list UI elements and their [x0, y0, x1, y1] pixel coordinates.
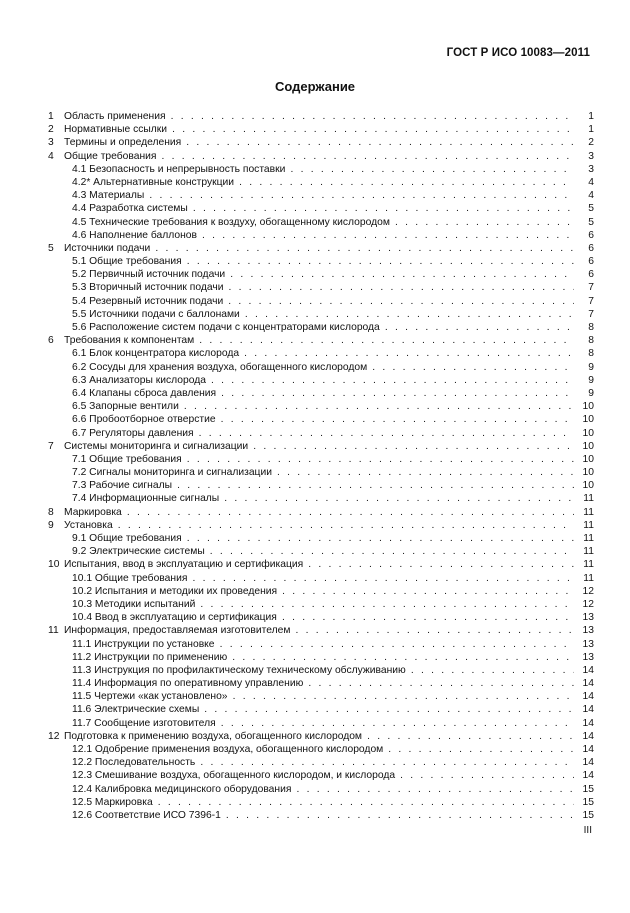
toc-entry-title [64, 703, 574, 716]
toc-entry[interactable] [48, 532, 594, 545]
toc-entry-label: 12.2 Последовательность [72, 757, 196, 769]
toc-entry-page: 2 [588, 137, 594, 149]
toc-entry-page: 13 [582, 612, 594, 624]
toc-entry-label: 4.2* Альтернативные конструкции [72, 176, 235, 188]
toc-entry[interactable] [48, 453, 594, 466]
toc-entry-page: 12 [582, 585, 594, 597]
toc-entry-label: 4.4 Разработка системы [72, 203, 188, 215]
toc-entry-label: Источники подачи [64, 242, 151, 254]
toc-entry-title [64, 809, 574, 822]
toc-entry-title [64, 374, 574, 387]
toc-entry-title [64, 242, 574, 255]
toc-entry-page: 6 [588, 269, 594, 281]
toc-entry[interactable] [48, 558, 594, 571]
toc-entry-title [64, 453, 574, 466]
toc-entry-title [64, 466, 574, 479]
toc-entry-number: 9 [48, 519, 54, 531]
toc-entry[interactable] [48, 519, 594, 532]
toc-entry-number: 2 [48, 124, 54, 136]
toc-entry-title [64, 545, 574, 558]
toc-entry[interactable] [48, 783, 594, 796]
toc-entry-number: 1 [48, 111, 54, 122]
toc-entry-label: Маркировка [64, 506, 122, 518]
toc-entry[interactable] [48, 611, 594, 624]
toc-entry-title [64, 216, 574, 229]
toc-entry-label: 5.4 Резервный источник подачи [72, 295, 224, 307]
toc-entry-title [64, 519, 574, 532]
toc-entry-title [64, 334, 574, 347]
toc-entry-page: 11 [583, 506, 594, 518]
toc-entry-label: 9.1 Общие требования [72, 533, 182, 544]
toc-entry-label: 7.2 Сигналы мониторинга и сигнализации [72, 467, 272, 479]
toc-entry-page: 13 [582, 625, 594, 637]
toc-entry-page: 10 [582, 480, 594, 492]
toc-entry-page: 14 [582, 704, 594, 716]
toc-entry-page: 15 [582, 783, 594, 795]
toc-entry-number: 3 [48, 137, 54, 149]
toc-entry-title [64, 427, 574, 440]
toc-entry-page: 9 [588, 361, 594, 373]
toc-entry-title [64, 321, 574, 334]
toc-entry-page: 10 [582, 401, 594, 413]
toc-entry-title [64, 624, 574, 637]
toc-entry-label: 12.3 Смешивание воздуха, обогащенного кислородом, и кислорода [72, 770, 396, 782]
toc-entry[interactable] [48, 479, 594, 492]
toc-entry-label: Общие требования [64, 150, 157, 162]
toc-entry-page: 9 [588, 387, 594, 399]
toc-entry[interactable] [48, 769, 594, 782]
toc-entry-label: Системы мониторинга и сигнализации [64, 440, 249, 452]
toc-entry[interactable] [48, 255, 594, 268]
toc-entry-label: 4.1 Безопасность и непрерывность поставки [72, 163, 286, 175]
toc-entry[interactable] [48, 717, 594, 730]
toc-entry-page: 4 [588, 190, 594, 202]
toc-entry[interactable] [48, 242, 594, 255]
toc-entry-label: 10.4 Ввод в эксплуатацию и сертификация [72, 612, 277, 624]
toc-entry-number: 6 [48, 335, 54, 347]
toc-entry[interactable] [48, 440, 594, 453]
toc-entry-page: 14 [582, 717, 594, 729]
toc-entry-label: Термины и определения [64, 137, 182, 149]
toc-entry-title [64, 743, 574, 756]
toc-entry-label: 10.1 Общие требования [72, 572, 188, 584]
toc-entry[interactable] [48, 321, 594, 334]
toc-entry-number: 4 [48, 150, 54, 162]
toc-entry-page: 7 [588, 282, 594, 294]
toc-entry-title [64, 532, 574, 545]
toc-entry[interactable] [48, 796, 594, 809]
toc-entry-label: Информация, предоставляемая изготовителем [64, 625, 291, 637]
toc-entry-title [64, 611, 574, 624]
toc-entry-page: 7 [588, 308, 594, 320]
toc-entry-title [64, 255, 574, 268]
toc-entry-page: 11 [583, 572, 594, 584]
page-folio: III [583, 825, 592, 836]
toc-entry-label: 6.5 Запорные вентили [72, 401, 179, 413]
toc-entry-title [64, 677, 574, 690]
toc-entry-title [64, 202, 574, 215]
toc-entry-title [64, 783, 574, 796]
toc-entry-title [64, 136, 574, 149]
toc-entry-page: 10 [582, 467, 594, 479]
toc-entry-label: Испытания, ввод в эксплуатацию и сертификация [64, 559, 304, 571]
toc-entry-title [64, 295, 574, 308]
toc-entry[interactable] [48, 216, 594, 229]
toc-entry[interactable] [48, 492, 594, 505]
toc-entry[interactable] [48, 664, 594, 677]
table-of-contents [48, 110, 594, 822]
toc-entry-title [64, 769, 574, 782]
toc-entry-label: 5.5 Источники подачи с баллонами [72, 308, 240, 320]
toc-entry[interactable] [48, 677, 594, 690]
toc-entry-page: 4 [588, 176, 594, 188]
toc-entry-title [64, 268, 574, 281]
toc-entry-page: 6 [588, 229, 594, 241]
toc-entry-label: Подготовка к применению воздуха, обогащенного кислородом [64, 730, 363, 742]
toc-entry[interactable] [48, 387, 594, 400]
toc-entry-page: 11 [583, 546, 594, 558]
toc-entry-page: 15 [582, 796, 594, 808]
toc-entry[interactable] [48, 308, 594, 321]
toc-entry[interactable] [48, 347, 594, 360]
toc-entry-page: 14 [582, 730, 594, 742]
toc-entry-label: 6.6 Пробоотборное отверстие [72, 414, 216, 426]
toc-entry-page: 14 [582, 691, 594, 703]
toc-entry-page: 6 [588, 242, 594, 254]
toc-entry[interactable] [48, 136, 594, 149]
toc-entry-page: 9 [588, 374, 594, 386]
toc-entry-label: Нормативные ссылки [64, 124, 168, 136]
toc-entry-label: 10.3 Методики испытаний [72, 598, 196, 610]
toc-entry[interactable] [48, 189, 594, 202]
toc-entry-label: 7.4 Информационные сигналы [72, 493, 220, 505]
toc-entry-page: 14 [582, 744, 594, 755]
toc-entry[interactable] [48, 176, 594, 189]
toc-entry-page: 10 [582, 440, 594, 452]
toc-entry[interactable] [48, 690, 594, 703]
toc-entry-page: 7 [588, 295, 594, 307]
toc-entry-label: Область применения [64, 111, 166, 122]
toc-entry-label: Требования к компонентам [64, 335, 195, 347]
toc-entry-page: 14 [582, 770, 594, 782]
toc-entry[interactable] [48, 651, 594, 664]
toc-entry-title [64, 387, 574, 400]
toc-entry-title [64, 110, 574, 123]
toc-entry-label: 4.5 Технические требования к воздуху, обогащенному кислородом [72, 216, 390, 228]
toc-entry-number: 10 [48, 559, 60, 571]
toc-entry-label: 10.2 Испытания и методики их проведения [72, 585, 278, 597]
toc-entry-label: 6.3 Анализаторы кислорода [72, 374, 206, 386]
toc-entry-title [64, 756, 574, 769]
toc-entry-label: 11.5 Чертежи «как установлено» [72, 691, 228, 703]
toc-entry[interactable] [48, 229, 594, 242]
toc-entry[interactable] [48, 466, 594, 479]
toc-entry-label: 11.6 Электрические схемы [72, 704, 200, 716]
toc-entry-label: 11.3 Инструкция по профилактическому техническому обслуживанию [72, 664, 406, 676]
toc-entry-title [64, 558, 574, 571]
toc-entry-title [64, 664, 574, 677]
toc-entry-title [64, 123, 574, 136]
toc-entry-title [64, 189, 574, 202]
toc-entry[interactable] [48, 598, 594, 611]
toc-entry-title [64, 229, 574, 242]
toc-entry[interactable] [48, 624, 594, 637]
toc-entry-page: 10 [582, 414, 594, 426]
toc-entry-title [64, 690, 574, 703]
toc-entry[interactable] [48, 295, 594, 308]
toc-entry-page: 8 [588, 322, 594, 333]
toc-entry-label: 12.6 Соответствие ИСО 7396-1 [72, 809, 221, 821]
toc-entry[interactable] [48, 163, 594, 176]
toc-entry-title [64, 440, 574, 453]
toc-entry-page: 8 [588, 348, 594, 360]
toc-entry-page: 14 [582, 678, 594, 690]
toc-entry[interactable] [48, 413, 594, 426]
toc-entry-page: 10 [582, 453, 594, 465]
toc-entry[interactable] [48, 506, 594, 519]
toc-entry-page: 8 [588, 335, 594, 347]
toc-entry-page: 5 [588, 216, 594, 228]
toc-entry[interactable] [48, 361, 594, 374]
toc-entry-label: 5.6 Расположение систем подачи с концентраторами кислорода [72, 322, 380, 333]
toc-entry-title [64, 308, 574, 321]
toc-entry-label: 5.2 Первичный источник подачи [72, 269, 226, 281]
toc-entry-title [64, 585, 574, 598]
toc-entry-page: 15 [582, 809, 594, 821]
toc-entry-label: 12.4 Калибровка медицинского оборудования [72, 783, 292, 795]
toc-entry-label: 11.7 Сообщение изготовителя [72, 717, 216, 729]
toc-entry-title [64, 400, 574, 413]
toc-entry[interactable] [48, 730, 594, 743]
toc-entry-page: 13 [582, 651, 594, 663]
toc-entry[interactable] [48, 545, 594, 558]
toc-entry-title [64, 413, 574, 426]
toc-entry-label: Установка [64, 519, 113, 531]
toc-entry-page: 11 [583, 559, 594, 571]
toc-entry[interactable] [48, 427, 594, 440]
toc-entry[interactable] [48, 150, 594, 163]
toc-entry[interactable] [48, 110, 594, 123]
toc-entry-title [64, 572, 574, 585]
toc-entry-title [64, 717, 574, 730]
toc-entry-title [64, 361, 574, 374]
toc-entry[interactable] [48, 334, 594, 347]
toc-entry-title [64, 176, 574, 189]
document-id: ГОСТ Р ИСО 10083—2011 [446, 47, 590, 59]
toc-entry[interactable] [48, 374, 594, 387]
toc-entry[interactable] [48, 809, 594, 822]
toc-entry-label: 12.1 Одобрение применения воздуха, обогащенного кислородом [72, 744, 384, 755]
toc-entry-number: 11 [48, 625, 59, 637]
toc-entry-page: 1 [588, 111, 594, 122]
toc-entry-title [64, 638, 574, 651]
toc-entry-label: 11.1 Инструкции по установке [72, 638, 215, 650]
toc-entry-title [64, 796, 574, 809]
toc-entry-label: 6.4 Клапаны сброса давления [72, 387, 217, 399]
toc-entry-page: 11 [583, 519, 594, 531]
toc-entry-page: 14 [582, 757, 594, 769]
toc-entry[interactable] [48, 123, 594, 136]
toc-entry-page: 12 [582, 598, 594, 610]
toc-entry[interactable] [48, 743, 594, 756]
toc-entry-page: 3 [588, 150, 594, 162]
toc-entry-label: 5.1 Общие требования [72, 256, 182, 268]
toc-entry-label: 11.4 Информация по оперативному управлению [72, 678, 304, 690]
toc-entry-label: 11.2 Инструкции по применению [72, 651, 228, 663]
toc-entry[interactable] [48, 585, 594, 598]
toc-entry-page: 13 [582, 638, 594, 650]
toc-entry-title [64, 281, 574, 294]
toc-entry[interactable] [48, 400, 594, 413]
toc-entry-page: 3 [588, 163, 594, 175]
toc-entry-title [64, 598, 574, 611]
toc-entry[interactable] [48, 572, 594, 585]
toc-entry-label: 6.7 Регуляторы давления [72, 427, 194, 439]
toc-entry-label: 7.3 Рабочие сигналы [72, 480, 173, 492]
toc-entry-title [64, 651, 574, 664]
toc-entry-title [64, 347, 574, 360]
toc-entry-page: 10 [582, 427, 594, 439]
toc-entry-title [64, 163, 574, 176]
toc-entry-label: 7.1 Общие требования [72, 453, 182, 465]
toc-entry-title [64, 492, 574, 505]
toc-entry[interactable] [48, 268, 594, 281]
toc-entry[interactable] [48, 202, 594, 215]
toc-entry-title [64, 730, 574, 743]
toc-entry-page: 11 [583, 493, 594, 505]
toc-entry-page: 1 [588, 124, 594, 136]
toc-entry[interactable] [48, 281, 594, 294]
toc-entry-page: 5 [588, 203, 594, 215]
toc-entry[interactable] [48, 638, 594, 651]
toc-entry-title [64, 479, 574, 492]
toc-entry-label: 6.1 Блок концентратора кислорода [72, 348, 240, 360]
page-title: Содержание [274, 79, 356, 94]
toc-entry-number: 8 [48, 506, 54, 518]
toc-entry-number: 5 [48, 242, 54, 254]
toc-entry-number: 12 [48, 730, 60, 742]
toc-entry-label: 5.3 Вторичный источник подачи [72, 282, 224, 294]
toc-entry-label: 6.2 Сосуды для хранения воздуха, обогащенного кислородом [72, 361, 368, 373]
toc-entry-page: 6 [588, 256, 594, 268]
toc-entry-label: 12.5 Маркировка [72, 796, 153, 808]
toc-entry-number: 7 [48, 440, 54, 452]
toc-entry-title [64, 150, 574, 163]
toc-entry[interactable] [48, 756, 594, 769]
toc-entry-label: 9.2 Электрические системы [72, 546, 205, 558]
toc-entry-page: 14 [582, 664, 594, 676]
toc-entry-title [64, 506, 574, 519]
toc-entry[interactable] [48, 703, 594, 716]
toc-entry-page: 11 [583, 533, 594, 544]
toc-entry-label: 4.3 Материалы [72, 190, 145, 202]
toc-entry-label: 4.6 Наполнение баллонов [72, 229, 197, 241]
